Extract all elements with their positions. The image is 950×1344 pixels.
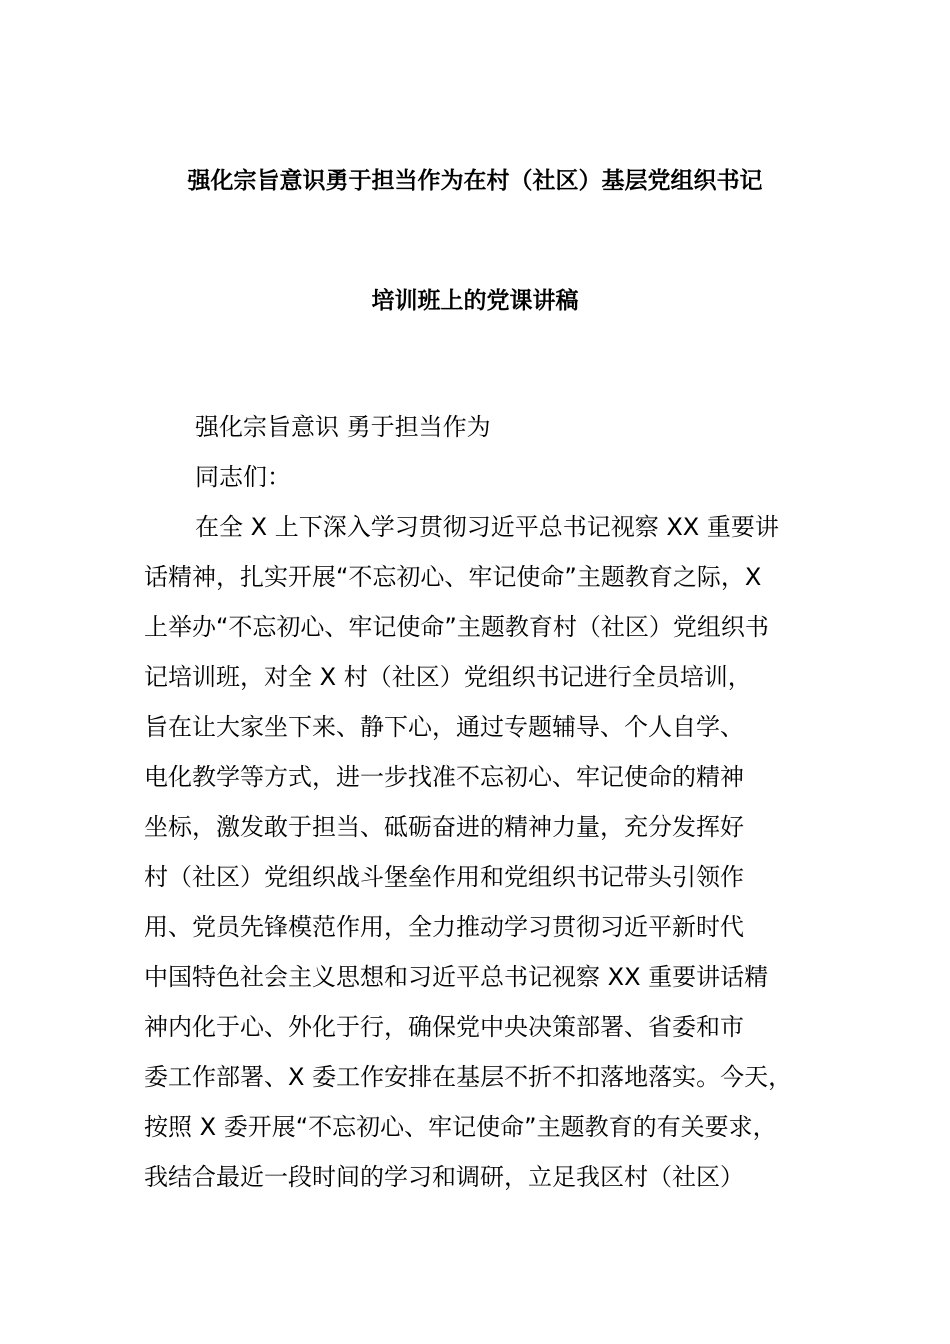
paragraph-line: 旨在让大家坐下来、静下心，通过专题辅导、个人自学、 xyxy=(144,713,744,741)
paragraph-line: 话精神，扎实开展“不忘初心、牢记使命”主题教育之际，X xyxy=(144,563,762,591)
paragraph-line: 坐标，激发敢于担当、砥砺奋进的精神力量，充分发挥好 xyxy=(144,813,744,841)
document-body xyxy=(144,0,834,1344)
paragraph-line: 记培训班，对全 X 村（社区）党组织书记进行全员培训， xyxy=(144,663,752,691)
paragraph-line: 我结合最近一段时间的学习和调研，立足我区村（社区） xyxy=(144,1163,744,1191)
paragraph-line: 村（社区）党组织战斗堡垒作用和党组织书记带头引领作 xyxy=(144,863,744,891)
document-salutation: 同志们： xyxy=(195,463,291,491)
document-title-line-2: 培训班上的党课讲稿 xyxy=(371,288,579,314)
paragraph-line: 中国特色社会主义思想和习近平总书记视察 XX 重要讲话精 xyxy=(144,963,769,991)
paragraph-line: 在全 X 上下深入学习贯彻习近平总书记视察 XX 重要讲 xyxy=(195,513,779,541)
paragraph-line: 委工作部署、X 委工作安排在基层不折不扣落地落实。今天， xyxy=(144,1063,793,1091)
paragraph-line: 电化教学等方式，进一步找准不忘初心、牢记使命的精神 xyxy=(144,763,744,791)
paragraph-line: 按照 X 委开展“不忘初心、牢记使命”主题教育的有关要求， xyxy=(144,1113,777,1141)
paragraph-line: 上举办“不忘初心、牢记使命”主题教育村（社区）党组织书 xyxy=(144,613,769,641)
paragraph-line: 神内化于心、外化于行，确保党中央决策部署、省委和市 xyxy=(144,1013,744,1041)
paragraph-line: 用、党员先锋模范作用，全力推动学习贯彻习近平新时代 xyxy=(144,913,744,941)
document-subtitle: 强化宗旨意识 勇于担当作为 xyxy=(195,413,491,441)
document-title-line-1: 强化宗旨意识勇于担当作为在村（社区）基层党组织书记 xyxy=(187,168,763,194)
